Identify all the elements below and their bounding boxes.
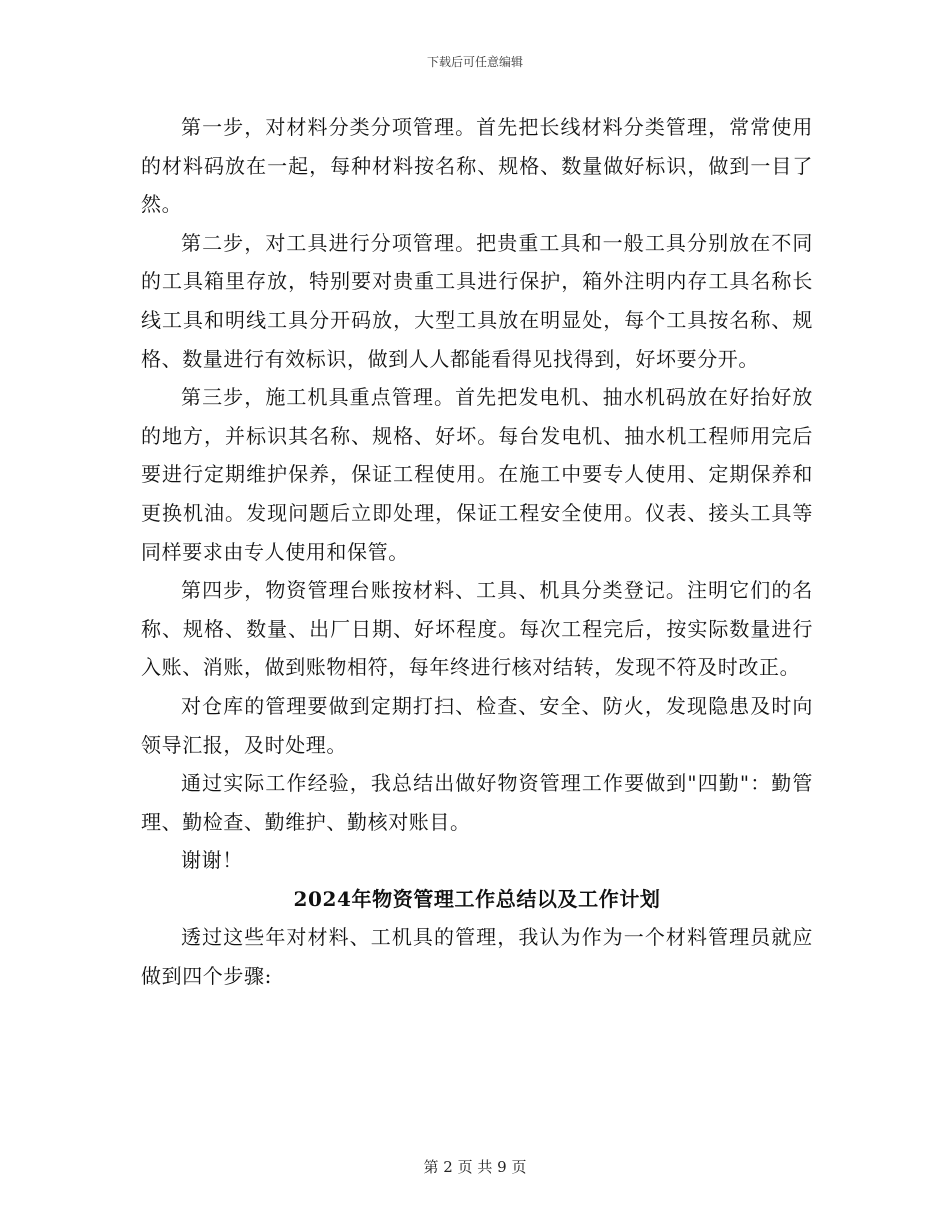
paragraph-summary: 通过实际工作经验，我总结出做好物资管理工作要做到"四勤"：勤管理、勤检查、勤维护、勤核对账目。 bbox=[141, 771, 813, 834]
paragraph-intro: 透过这些年对材料、工机具的管理，我认为作为一个材料管理员就应做到四个步骤: bbox=[141, 925, 813, 989]
page-number: 第 2 页 共 9 页 bbox=[423, 1158, 527, 1176]
paragraph-step-1: 第一步，对材料分类分项管理。首先把长线材料分类管理，常常使用的材料码放在一起，每种材料按名称、规格、数量做好标识，做到一目了然。 bbox=[141, 115, 813, 217]
document-body bbox=[141, 108, 813, 996]
paragraph-warehouse: 对仓库的管理要做到定期打扫、检查、安全、防火，发现隐患及时向领导汇报，及时处理。 bbox=[141, 693, 813, 757]
paragraph-thanks: 谢谢！ bbox=[181, 848, 243, 873]
section-title: 2024年物资管理工作总结以及工作计划 bbox=[293, 886, 661, 911]
header-note: 下载后可任意编辑 bbox=[426, 55, 523, 69]
paragraph-step-2: 第二步，对工具进行分项管理。把贵重工具和一般工具分别放在不同的工具箱里存放，特别要对贵重工具进行保护，箱外注明内存工具名称长线工具和明线工具分开码放，大型工具放在明显处，每个工具按名称、规格、数量进行有效标识，做到人人都能看得见找得到，好坏要分开。 bbox=[141, 230, 813, 371]
paragraph-step-4: 第四步，物资管理台账按材料、工具、机具分类登记。注明它们的名称、规格、数量、出厂日期、好坏程度。每次工程完后，按实际数量进行入账、消账，做到账物相符，每年终进行核对结转，发现不符及时改正。 bbox=[141, 578, 813, 680]
paragraph-step-3: 第三步，施工机具重点管理。首先把发电机、抽水机码放在好抬好放的地方，并标识其名称、规格、好坏。每台发电机、抽水机工程师用完后要进行定期维护保养，保证工程使用。在施工中要专人使用、定期保养和更换机油。发现问题后立即处理，保证工程安全使用。仪表、接头工具等同样要求由专人使用和保管。 bbox=[141, 385, 813, 564]
